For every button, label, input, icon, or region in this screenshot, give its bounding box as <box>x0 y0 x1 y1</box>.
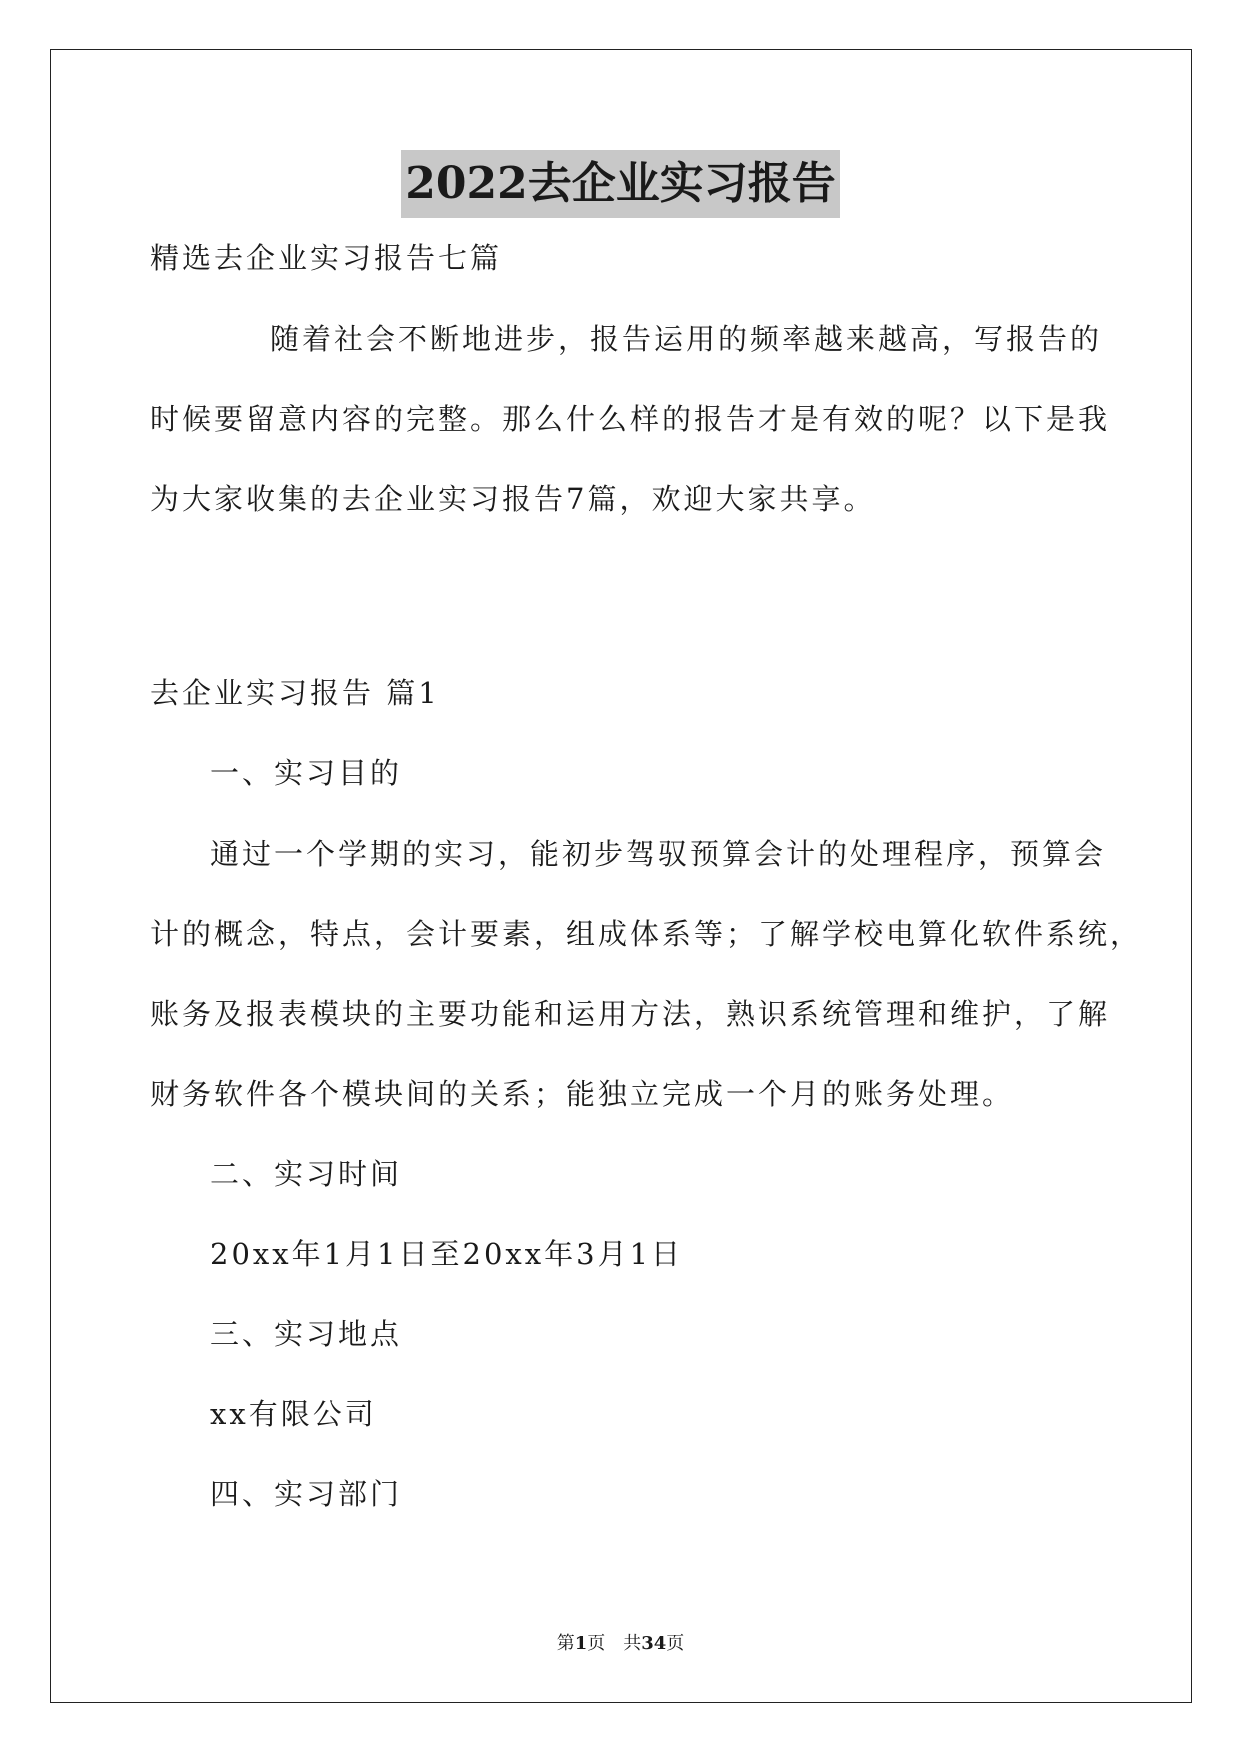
document-subtitle: 精选去企业实习报告七篇 <box>150 241 503 275</box>
time-value: 20xx年1月1日至20xx年3月1日 <box>210 1237 684 1271</box>
footer-page-number: 1 <box>574 1633 588 1654</box>
purpose-line-4: 财务软件各个模块间的关系；能独立完成一个月的账务处理。 <box>150 1077 1015 1111</box>
intro-line-2: 时候要留意内容的完整。那么什么样的报告才是有效的呢？以下是我 <box>150 402 1111 436</box>
intro-line-1: 随着社会不断地进步，报告运用的频率越来越高，写报告的 <box>270 322 1103 356</box>
purpose-heading: 一、实习目的 <box>210 756 403 790</box>
title-container <box>0 150 1241 218</box>
purpose-line-2: 计的概念，特点，会计要素，组成体系等；了解学校电算化软件系统， <box>150 917 1143 951</box>
time-heading: 二、实习时间 <box>210 1157 403 1191</box>
purpose-line-1: 通过一个学期的实习，能初步驾驭预算会计的处理程序，预算会 <box>210 837 1107 871</box>
footer-suffix: 页 <box>666 1633 685 1654</box>
dept-heading: 四、实习部门 <box>210 1477 403 1511</box>
footer-page-total: 34 <box>641 1633 667 1654</box>
document-title: 2022去企业实习报告 <box>401 150 839 218</box>
section-heading: 去企业实习报告 篇1 <box>150 676 440 710</box>
footer-mid: 页 共 <box>587 1633 642 1654</box>
place-value: xx有限公司 <box>210 1397 377 1431</box>
place-heading: 三、实习地点 <box>210 1317 403 1351</box>
page-border <box>50 49 1192 1703</box>
page-footer <box>0 1632 1241 1656</box>
purpose-line-3: 账务及报表模块的主要功能和运用方法，熟识系统管理和维护，了解 <box>150 997 1111 1031</box>
intro-line-3: 为大家收集的去企业实习报告7篇，欢迎大家共享。 <box>150 482 876 516</box>
footer-prefix: 第 <box>556 1633 575 1654</box>
